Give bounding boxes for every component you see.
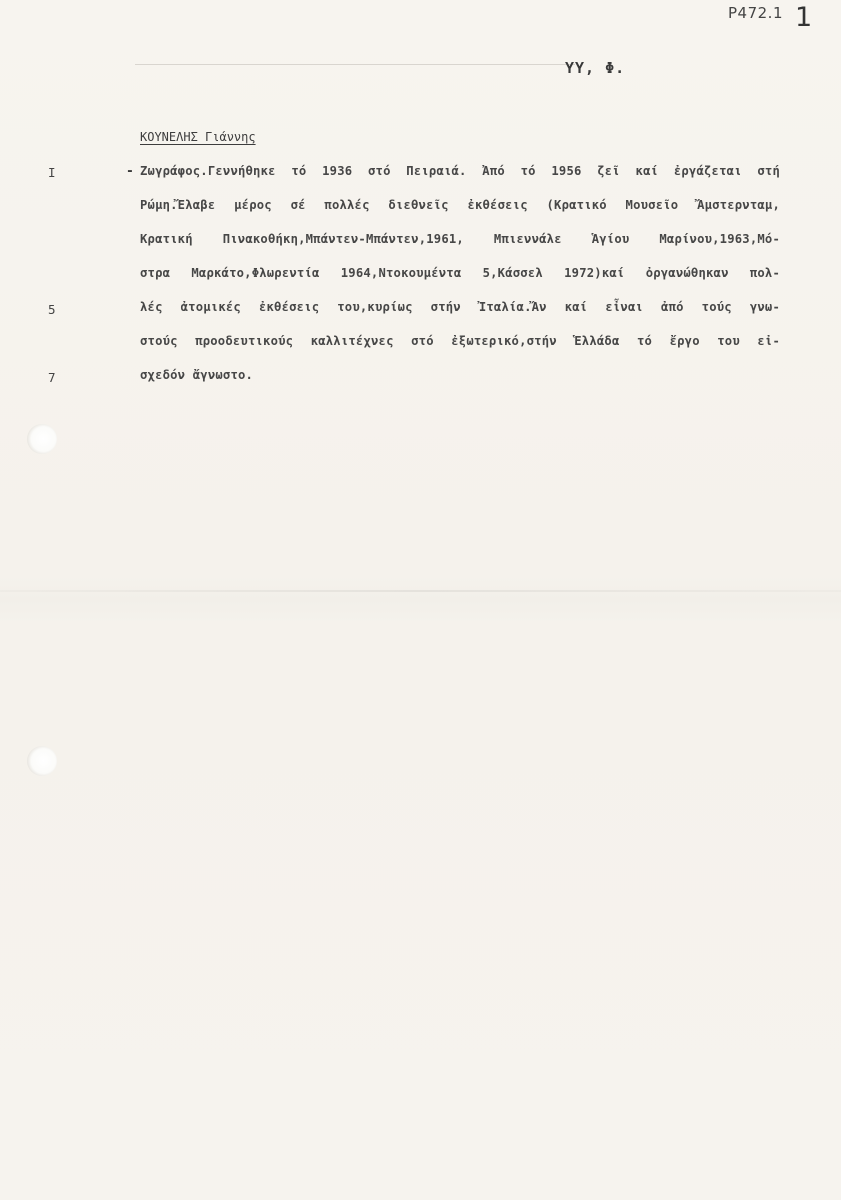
entry-title: ΚΟΥΝΕΛΗΣ Γιάννης: [140, 130, 256, 144]
punch-hole: [27, 746, 57, 776]
line-number: 5: [48, 302, 56, 317]
paper-fold: [0, 590, 841, 592]
header-mark: ΥΥ, Φ.: [565, 59, 626, 77]
body-line: Ζωγράφος.Γεννήθηκε τό 1936 στό Πειραιά. Ἀπό τό 1956 ζεῖ καί ἐργάζεται στή: [140, 164, 780, 178]
entry-dash: -: [126, 164, 134, 179]
body-line: λές ἀτομικές ἐκθέσεις του,κυρίως στήν Ἰταλία.Ἄν καί εἶναι ἀπό τούς γνω-: [140, 300, 780, 314]
body-line: στρα Μαρκάτο,Φλωρεντία 1964,Ντοκουμέντα 5,Κάσσελ 1972)καί ὀργανώθηκαν πολ-: [140, 266, 780, 280]
body-line: σχεδόν ἄγνωστο.: [140, 368, 254, 382]
archive-reference: Ρ472.1: [728, 4, 783, 22]
top-rule: [135, 64, 575, 65]
line-number: I: [48, 165, 56, 180]
body-line: Κρατική Πινακοθήκη,Μπάντεν-Μπάντεν,1961, Μπιεννάλε Ἁγίου Μαρίνου,1963,Μό-: [140, 232, 780, 246]
punch-hole: [27, 424, 57, 454]
body-line: Ρώμη.Ἔλαβε μέρος σέ πολλές διεθνεῖς ἐκθέσεις (Κρατικό Μουσεῖο Ἄμστερνταμ,: [140, 198, 780, 212]
body-line: στούς προοδευτικούς καλλιτέχνες στό ἐξωτερικό,στήν Ἑλλάδα τό ἔργο του εἰ-: [140, 334, 780, 348]
line-number: 7: [48, 370, 56, 385]
page-number: 1: [795, 2, 813, 33]
